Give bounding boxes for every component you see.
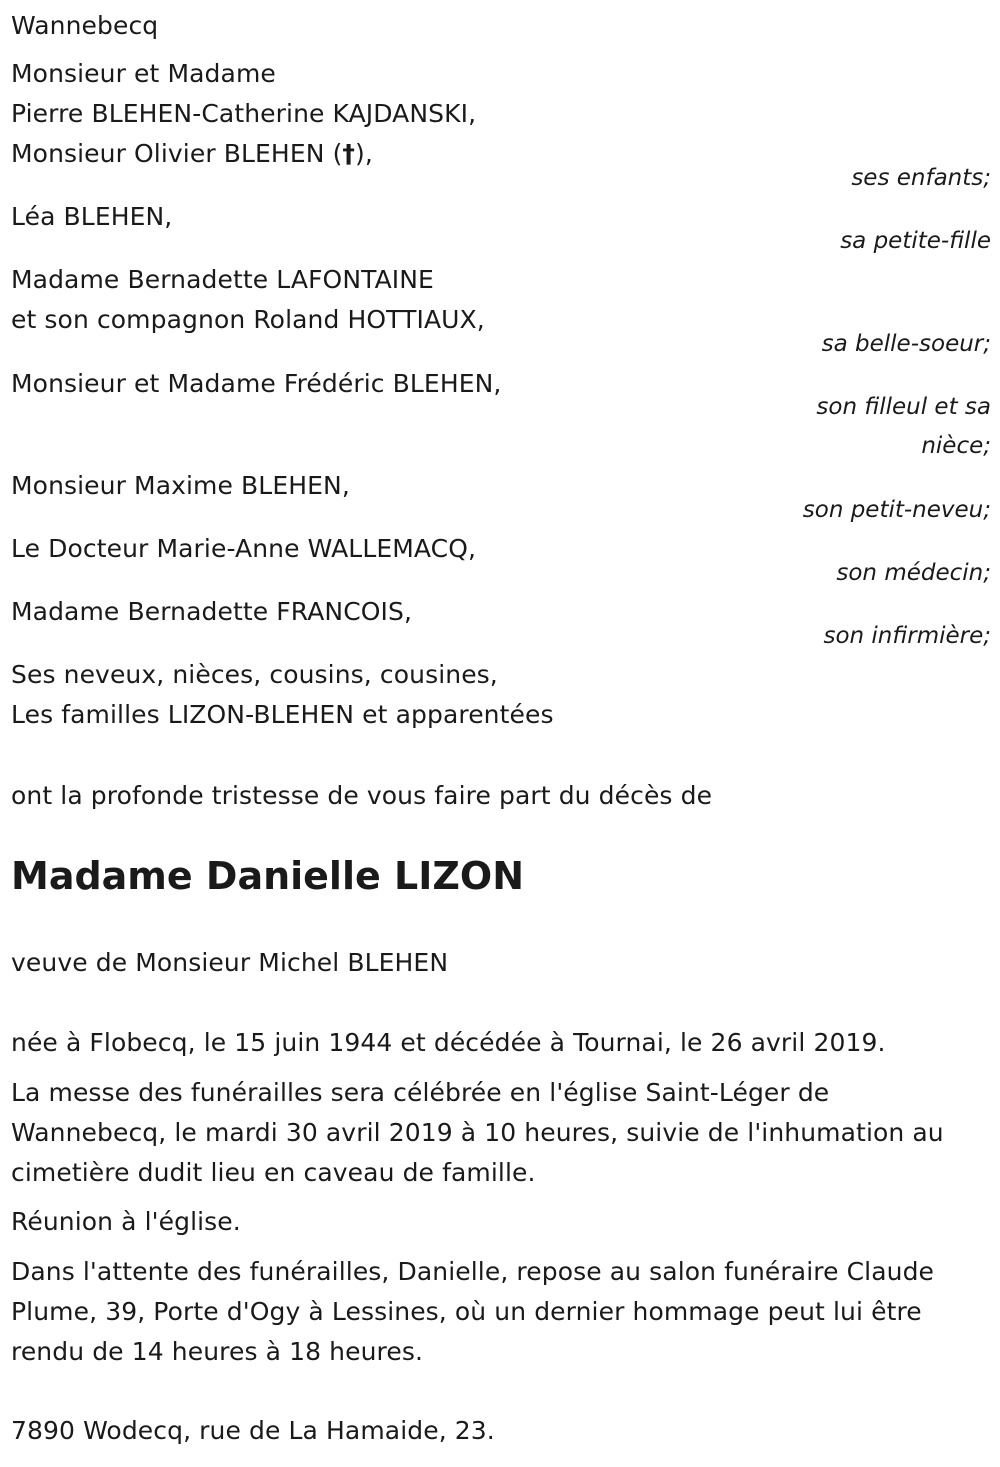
announcement-text: ont la profonde tristesse de vous faire part du décès de: [11, 781, 713, 810]
family-line: Ses neveux, nièces, cousins, cousines,: [11, 660, 498, 689]
family-line: Léa BLEHEN,: [11, 202, 173, 231]
family-line: Monsieur Maxime BLEHEN,: [11, 471, 350, 500]
mass-text-line: Wannebecq, le mardi 30 avril 2019 à 10 heures, suivie de l'inhumation au: [11, 1118, 944, 1147]
place-name: Wannebecq: [11, 11, 159, 40]
mass-text-line: cimetière dudit lieu en caveau de famille.: [11, 1158, 536, 1187]
deceased-name: Madame Danielle LIZON: [11, 854, 524, 898]
relation-label: ses enfants;: [851, 165, 991, 191]
cross-icon: †: [342, 139, 356, 168]
address-text: 7890 Wodecq, rue de La Hamaide, 23.: [11, 1416, 495, 1445]
family-line: Pierre BLEHEN-Catherine KAJDANSKI,: [11, 99, 477, 128]
family-line-part: Monsieur Olivier BLEHEN (: [11, 139, 343, 168]
birth-death-text: née à Flobecq, le 15 juin 1944 et décédée à Tournai, le 26 avril 2019.: [11, 1028, 886, 1057]
family-line: Madame Bernadette FRANCOIS,: [11, 597, 413, 626]
relation-label: sa petite-fille: [840, 228, 991, 254]
family-line: Monsieur et Madame: [11, 59, 276, 88]
relation-label: son filleul et sa: [816, 394, 991, 420]
relation-label: son médecin;: [836, 560, 991, 586]
mass-text-line: La messe des funérailles sera célébrée en l'église Saint-Léger de: [11, 1078, 830, 1107]
family-line-part: ),: [355, 139, 373, 168]
viewing-text-line: rendu de 14 heures à 18 heures.: [11, 1337, 423, 1366]
viewing-text-line: Dans l'attente des funérailles, Danielle, repose au salon funéraire Claude: [11, 1257, 935, 1286]
relation-label: son petit-neveu;: [802, 497, 991, 523]
relation-label: nièce;: [921, 433, 991, 459]
family-line: Les familles LIZON-BLEHEN et apparentées: [11, 700, 554, 729]
viewing-text-line: Plume, 39, Porte d'Ogy à Lessines, où un dernier hommage peut lui être: [11, 1297, 922, 1326]
obituary-notice: [11, 0, 991, 1467]
family-line: Monsieur et Madame Frédéric BLEHEN,: [11, 369, 502, 398]
relation-label: son infirmière;: [823, 623, 991, 649]
widow-of-text: veuve de Monsieur Michel BLEHEN: [11, 948, 449, 977]
relation-label: sa belle-soeur;: [821, 331, 991, 357]
family-line: Le Docteur Marie-Anne WALLEMACQ,: [11, 534, 477, 563]
family-line: [11, 134, 373, 174]
family-line: et son compagnon Roland HOTTIAUX,: [11, 305, 485, 334]
meeting-text: Réunion à l'église.: [11, 1207, 241, 1236]
family-line: Madame Bernadette LAFONTAINE: [11, 265, 434, 294]
